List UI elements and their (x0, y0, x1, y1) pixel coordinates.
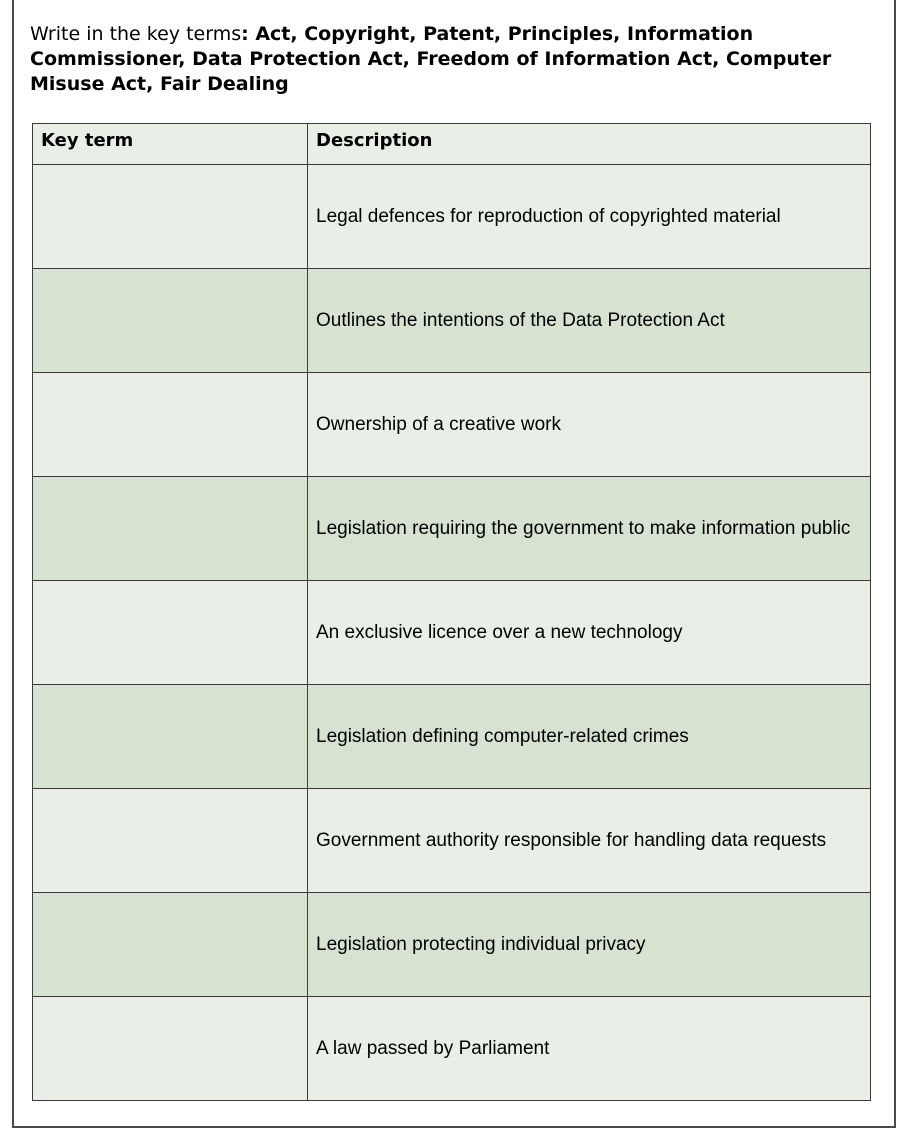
key-term-answer-cell[interactable] (33, 997, 308, 1101)
table-row (33, 581, 871, 685)
key-terms-table (32, 123, 871, 1101)
key-term-answer-cell[interactable] (33, 373, 308, 477)
key-term-answer-cell[interactable] (33, 477, 308, 581)
key-term-answer-cell[interactable] (33, 685, 308, 789)
description-cell: Legislation defining computer-related crimes (308, 685, 871, 789)
table-row (33, 165, 871, 269)
description-cell: Outlines the intentions of the Data Protection Act (308, 269, 871, 373)
table-row (33, 269, 871, 373)
description-cell: Legislation requiring the government to make information public (308, 477, 871, 581)
table-row (33, 997, 871, 1101)
table-row (33, 789, 871, 893)
description-cell: Ownership of a creative work (308, 373, 871, 477)
description-cell: Legal defences for reproduction of copyrighted material (308, 165, 871, 269)
table-row (33, 685, 871, 789)
description-cell: Legislation protecting individual privacy (308, 893, 871, 997)
key-term-answer-cell[interactable] (33, 893, 308, 997)
key-term-answer-cell[interactable] (33, 269, 308, 373)
instructions-lead: Write in the key terms (30, 23, 242, 45)
table-row (33, 477, 871, 581)
description-cell: Government authority responsible for handling data requests (308, 789, 871, 893)
header-key-term: Key term (33, 124, 308, 165)
key-term-answer-cell[interactable] (33, 581, 308, 685)
instructions-terms: : Act, Copyright, Patent, Principles, Information Commissioner, Data Protection Act, Freedom of Information Act, Computer Misuse Act, Fair Dealing (30, 23, 832, 95)
instructions (30, 22, 880, 97)
table-row (33, 893, 871, 997)
header-description: Description (308, 124, 871, 165)
key-term-answer-cell[interactable] (33, 165, 308, 269)
table-row (33, 373, 871, 477)
table-header-row (33, 124, 871, 165)
key-term-answer-cell[interactable] (33, 789, 308, 893)
description-cell: A law passed by Parliament (308, 997, 871, 1101)
description-cell: An exclusive licence over a new technology (308, 581, 871, 685)
